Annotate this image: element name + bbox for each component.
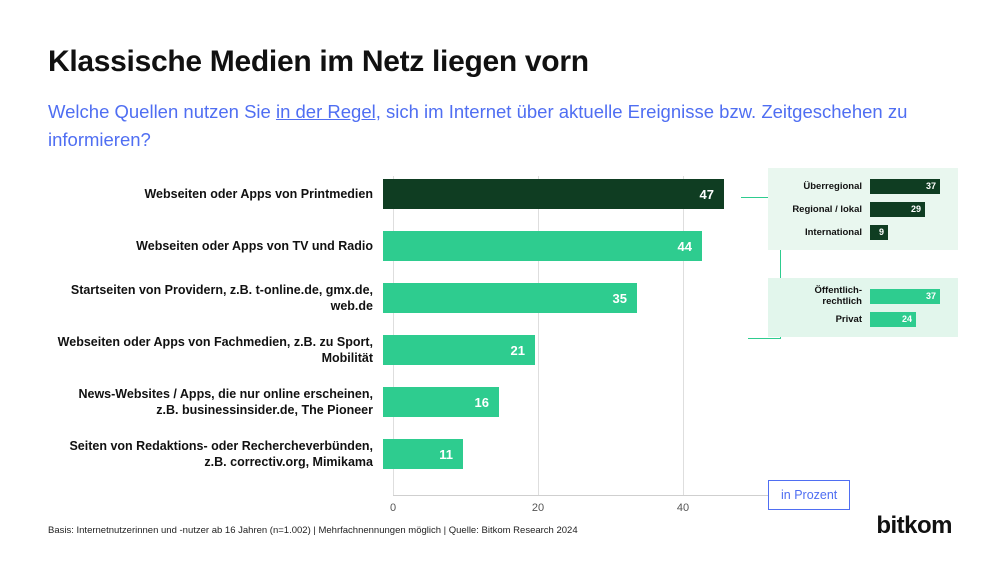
bar-label-line: Webseiten oder Apps von Fachmedien, z.B. zu Sport, [57, 335, 373, 349]
breakout-value: 37 [925, 181, 936, 191]
bar-track [383, 283, 793, 313]
subtitle [48, 98, 928, 154]
page-title: Klassische Medien im Netz liegen vorn [48, 45, 589, 78]
bar-label [48, 238, 383, 254]
breakout-value: 9 [878, 227, 884, 237]
breakout-value: 29 [910, 204, 921, 214]
breakout-row [778, 311, 946, 327]
bar-track [383, 439, 793, 469]
bar-rows [48, 168, 793, 480]
bar-label-line: web.de [330, 299, 373, 313]
connector-print [741, 196, 771, 198]
bar-tv-radio[interactable] [383, 231, 702, 261]
breakout-label: Öffentlich-rechtlich [814, 285, 862, 307]
bitkom-logo: bitkom [876, 512, 952, 539]
bar-printmedien[interactable] [383, 179, 724, 209]
breakout-row [778, 285, 946, 307]
axis-baseline [393, 495, 793, 496]
bar-label-line: Startseiten von Providern, z.B. t-online.de, gmx.de, [70, 283, 373, 297]
bar-label-line: Webseiten oder Apps von Printmedien [144, 187, 373, 201]
bar-label [48, 386, 383, 418]
bar-track [383, 231, 793, 261]
bar-label [48, 282, 383, 314]
subtitle-part-2: sich im Internet über aktuelle Ereignisse bzw. Zeitgeschehen zu informieren? [48, 101, 908, 150]
bar-news-websites[interactable] [383, 387, 499, 417]
bar-row [48, 324, 793, 376]
bar-track [383, 179, 793, 209]
breakout-label: Überregional [803, 180, 862, 192]
bar-row [48, 428, 793, 480]
subtitle-underlined: in der Regel, [275, 101, 381, 122]
bar-label [48, 334, 383, 366]
breakout-bar-ueberregional[interactable] [870, 179, 940, 194]
bar-track [383, 387, 793, 417]
bar-label-line: News-Websites / Apps, die nur online erscheinen, [78, 387, 373, 401]
breakout-bar-oeffentlich-rechtlich[interactable] [870, 289, 940, 304]
bar-value: 16 [474, 394, 489, 410]
breakout-row [778, 178, 946, 194]
bar-label-line: Webseiten oder Apps von TV und Radio [136, 239, 373, 253]
x-tick-20: 20 [531, 502, 545, 514]
breakout-row [778, 224, 946, 240]
bar-value: 35 [612, 290, 627, 306]
bar-row [48, 168, 793, 220]
bar-row [48, 220, 793, 272]
bar-fachmedien[interactable] [383, 335, 535, 365]
breakout-panel-tv-radio [768, 278, 958, 337]
bar-recherche-verbuende[interactable] [383, 439, 463, 469]
bar-provider-startseiten[interactable] [383, 283, 637, 313]
bar-value: 44 [677, 238, 692, 254]
unit-legend: in Prozent [768, 480, 850, 510]
breakout-label: Regional / lokal [792, 203, 862, 215]
bar-label-line: z.B. businessinsider.de, The Pioneer [156, 403, 373, 417]
bar-value: 11 [439, 446, 453, 462]
bar-label-line: Seiten von Redaktions- oder Rechercheverbünden, [69, 439, 373, 453]
subtitle-part-1: Welche Quellen nutzen Sie [48, 101, 276, 122]
breakout-row [778, 201, 946, 217]
breakout-panel-printmedien [768, 168, 958, 250]
x-tick-0: 0 [389, 502, 397, 514]
breakout-value: 37 [925, 291, 936, 301]
bar-label [48, 438, 383, 470]
breakout-bar-international[interactable] [870, 225, 888, 240]
bar-value: 47 [699, 186, 714, 202]
breakout-value: 24 [901, 314, 912, 324]
breakout-label: International [804, 226, 862, 238]
footnote: Basis: Internetnutzerinnen und -nutzer ab 16 Jahren (n=1.002) | Mehrfachnennungen möglich | Quelle: Bitkom Research 2024 [48, 525, 578, 536]
bar-row [48, 376, 793, 428]
bar-value: 21 [510, 342, 525, 358]
breakout-bar-privat[interactable] [870, 312, 916, 327]
bar-label [48, 186, 383, 202]
x-tick-40: 40 [676, 502, 690, 514]
bar-label-line: z.B. correctiv.org, Mimikama [204, 455, 373, 469]
breakout-bar-regional-lokal[interactable] [870, 202, 925, 217]
bar-chart [48, 168, 958, 514]
breakout-label: Privat [835, 313, 862, 325]
bar-track [383, 335, 793, 365]
bar-label-line: Mobilität [321, 351, 373, 365]
bar-row [48, 272, 793, 324]
